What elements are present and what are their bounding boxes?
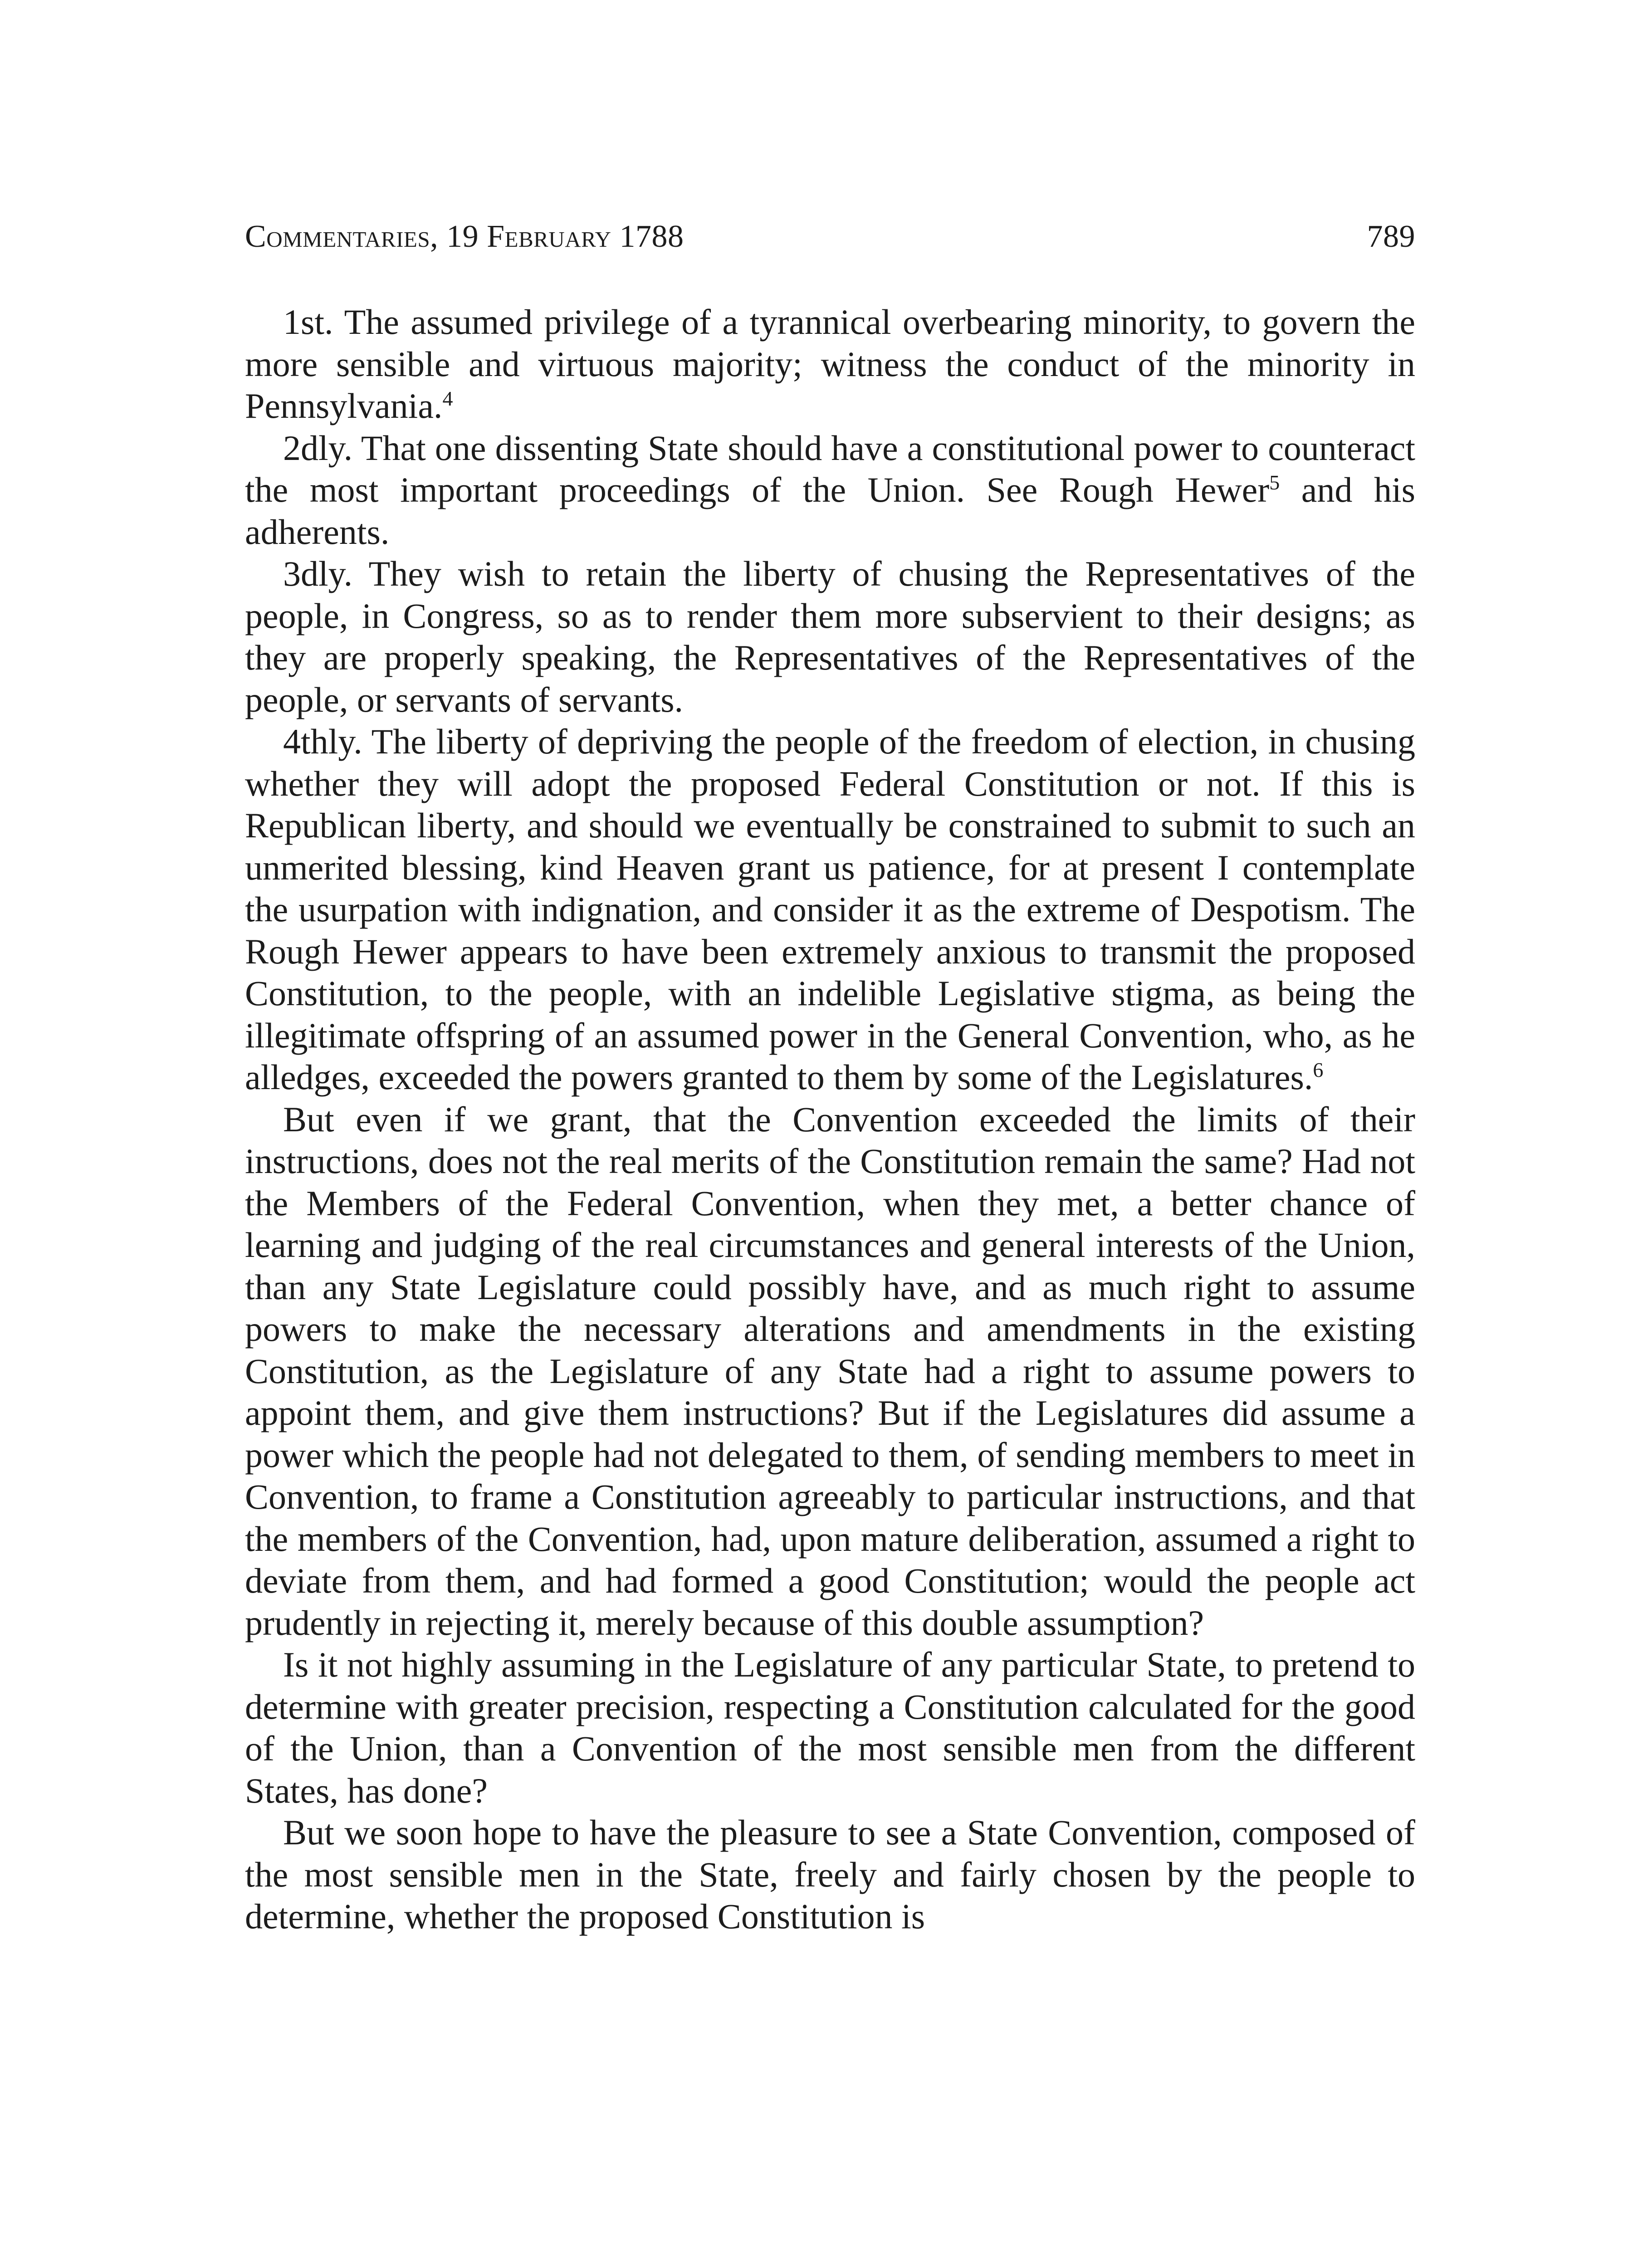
paragraph-text: 4thly. The liberty of depriving the people of the freedom of election, in chusing whether they will adopt the proposed Federal Constitution or not. If this is Republican liberty, and should we eventually be constrained to submit to such an unmerited blessing, kind Heaven grant us patience, for at present I contemplate the usurpation with indignation, and consider it as the extreme of Despotism. The Rough Hewer appears to have been extremely anxious to transmit the proposed Constitution, to the people, with an indelible Legislative stigma, as being the illegitimate offspring of an assumed power in the General Convention, who, as he alledges, exceeded the powers granted to them by some of the Legislatures. [245, 722, 1415, 1097]
paragraph-first-grievance [245, 301, 1415, 427]
body-text [245, 301, 1415, 1938]
running-head-title: Commentaries, 19 February 1788 [245, 219, 684, 254]
paragraph-third-grievance [245, 553, 1415, 721]
paragraph-text: 3dly. They wish to retain the liberty of chusing the Representatives of the people, in Congress, so as to render them more subservient to their designs; as they are properly speaking, the Representatives of the Representatives of the people, or servants of servants. [245, 554, 1415, 719]
paragraph-legislature-assuming [245, 1644, 1415, 1812]
footnote-ref-5: 5 [1269, 471, 1280, 494]
paragraph-state-convention [245, 1812, 1415, 1938]
paragraph-convention-limits [245, 1099, 1415, 1644]
paragraph-second-grievance [245, 427, 1415, 553]
footnote-ref-6: 6 [1313, 1058, 1324, 1081]
paragraph-text: and his adherents. [245, 470, 1415, 552]
paragraph-fourth-grievance [245, 721, 1415, 1099]
paragraph-text: But even if we grant, that the Convention exceeded the limits of their instructions, does not the real merits of the Constitution remain the same? Had not the Members of the Federal Convention, when they met, a better chance of learning and judging of the real circumstances and general interests of the Union, than any State Legislature could possibly have, and as much right to assume powers to make the necessary alterations and amendments in the existing Constitution, as the Legislature of any State had a right to assume powers to appoint them, and give them instructions? But if the Legislatures did assume a power which the people had not delegated to them, of sending members to meet in Convention, to frame a Constitution agreeably to particular instructions, and that the members of the Convention, had, upon mature deliberation, assumed a right to deviate from them, and had formed a good Constitution; would the people act prudently in rejecting it, merely because of this double assumption? [245, 1099, 1415, 1642]
page-number: 789 [1367, 219, 1415, 254]
paragraph-text: 1st. The assumed privilege of a tyrannical overbearing minority, to govern the more sensible and virtuous majority; witness the conduct of the minority in Pennsylvania. [245, 302, 1415, 425]
footnote-ref-4: 4 [442, 387, 453, 410]
paragraph-text: But we soon hope to have the pleasure to see a State Convention, composed of the most sensible men in the State, freely and fairly chosen by the people to determine, whether the proposed Constitution is [245, 1813, 1415, 1936]
running-head [245, 214, 1415, 259]
paragraph-text: Is it not highly assuming in the Legislature of any particular State, to pretend to determine with greater precision, respecting a Constitution calculated for the good of the Union, than a Convention of the most sensible men from the different States, has done? [245, 1645, 1415, 1810]
paragraph-text: 2dly. That one dissenting State should have a constitutional power to counteract the most important proceedings of the Union. See Rough Hewer [245, 428, 1415, 509]
